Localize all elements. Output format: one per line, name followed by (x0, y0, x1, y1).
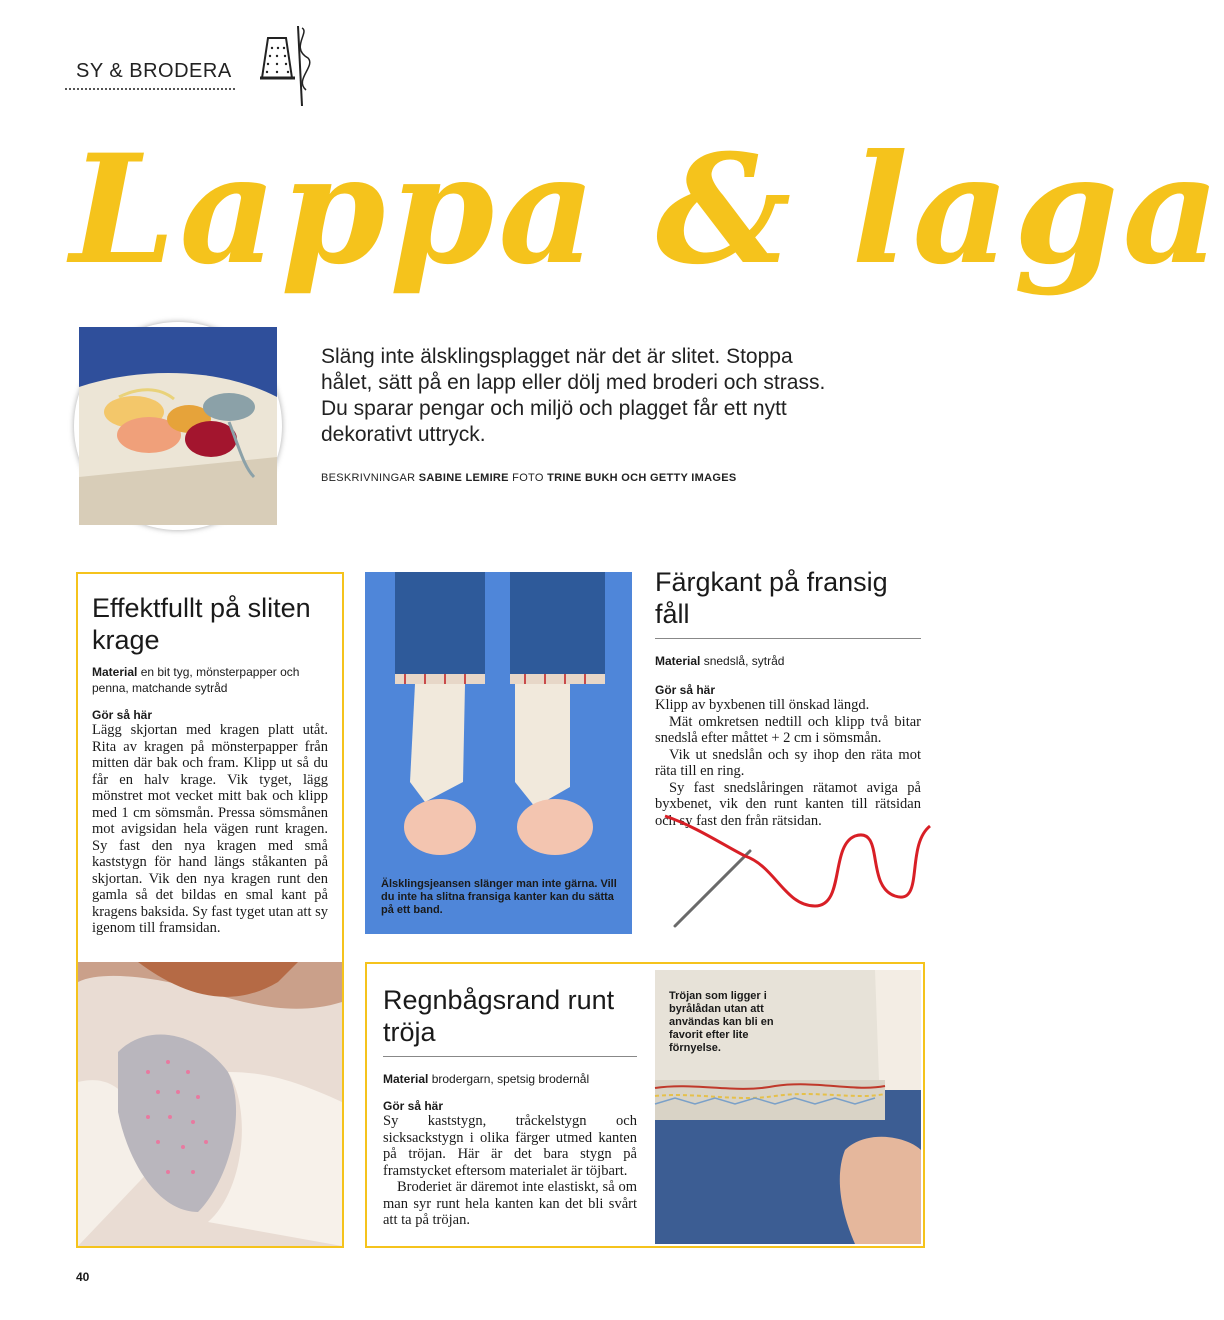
material-label: Material (383, 1072, 429, 1086)
article-sweater-divider (383, 1056, 637, 1057)
jeans-caption: Älsklingsjeansen slänger man inte gärna. Vill du inte ha slitna fransiga kanter kan du sätta på ett band. (381, 878, 617, 916)
article-collar (76, 572, 344, 1248)
thread-skeins-photo (74, 322, 282, 530)
credits-desc-name: SABINE LEMIRE (418, 472, 509, 484)
sweater-photo (655, 970, 921, 1244)
article-collar-heading: Effektfullt på sliten krage (92, 593, 311, 655)
article-collar-paragraph: Lägg skjortan med kragen platt utåt. Rita av kragen på mönsterpapper från mitten där bak och fram. Klipp ut så du får en halv krage. Vik tyget, lägg mönstret mot vecket mitt bak och klipp med 1 cm sömsmån. Pressa sömsmånen mot avigsidan hela vägen runt kragen. Sy fast den nya kragen med små kaststygn för hand längs ståkanten på skjortan. Vik den nya kragen runt den gamla så det bildas en smal kant på kragens baksida. Sy fast tyget utan att sy igenom till framsidan. (92, 722, 328, 936)
how-to-label: Gör så här (655, 683, 716, 697)
thimble-needle-icon (250, 18, 320, 108)
section-divider (65, 88, 235, 90)
material-text: brodergarn, spetsig brodernål (431, 1072, 590, 1086)
article-sweater (365, 962, 925, 1248)
credits-photo-label: FOTO (512, 472, 544, 484)
credits (321, 472, 737, 484)
article-collar-material (92, 664, 328, 696)
material-label: Material (655, 654, 701, 668)
section-label: SY & BRODERA (76, 60, 232, 82)
credits-photo-name: TRINE BUKH OCH GETTY IMAGES (547, 472, 737, 484)
article-sweater-paragraph: Broderiet är däremot inte elastiskt, så om man syr runt hela kanten kan det bli svårt att ta på tröjan. (383, 1179, 637, 1228)
article-hem-material (655, 653, 921, 669)
material-label: Material (92, 665, 138, 679)
article-hem-paragraph: Klipp av byxbenen till önskad längd. (655, 697, 870, 713)
article-sweater-heading: Regnbågsrand runt tröja (383, 985, 615, 1047)
intro-text: Släng inte älsklingsplagget när det är slitet. Stoppa hålet, sätt på en lapp eller dölj med broderi och strass. Du sparar pengar och miljö och plagget får ett nytt dekorativt uttryck. (321, 345, 826, 446)
page-number: 40 (76, 1270, 90, 1284)
article-hem (655, 566, 921, 829)
material-text: en bit tyg, mönsterpapper och penna, matchande sytråd (92, 665, 300, 695)
collar-photo (78, 962, 342, 1246)
jeans-photo (365, 572, 632, 934)
sweater-caption: Tröjan som ligger i byrålådan utan att användas kan bli en favorit efter lite förnyelse. (669, 990, 774, 1054)
article-collar-body (92, 722, 328, 937)
how-to-label: Gör så här (383, 1099, 444, 1113)
credits-desc-label: BESKRIVNINGAR (321, 472, 416, 484)
article-hem-heading: Färgkant på fransig fåll (655, 567, 888, 629)
article-hem-divider (655, 638, 921, 639)
article-hem-paragraph: Sy fast snedslåringen rätamot aviga på byxbenet, vik den runt kanten till rätsidan och sy fast den från rätsidan. (655, 779, 921, 829)
material-text: snedslå, sytråd (703, 654, 785, 668)
article-hem-paragraph: Vik ut snedslån och sy ihop den räta mot räta till en ring. (655, 746, 921, 779)
needle-thread-icon (655, 806, 955, 936)
article-sweater-paragraph: Sy kaststygn, tråckelstygn och sicksackstygn i olika färger utmed kanten på tröjan. Här är det bara stygn på framstycket eftersom materialet är töjbart. (383, 1113, 637, 1179)
article-hem-paragraph: Mät omkretsen nedtill och klipp två bitar snedslå efter måttet + 2 cm i sömsmån. (655, 713, 921, 746)
page-title: Lappa & laga (70, 122, 1224, 298)
article-sweater-material (383, 1071, 637, 1087)
article-sweater-body (383, 1113, 637, 1229)
how-to-label: Gör så här (92, 708, 153, 722)
